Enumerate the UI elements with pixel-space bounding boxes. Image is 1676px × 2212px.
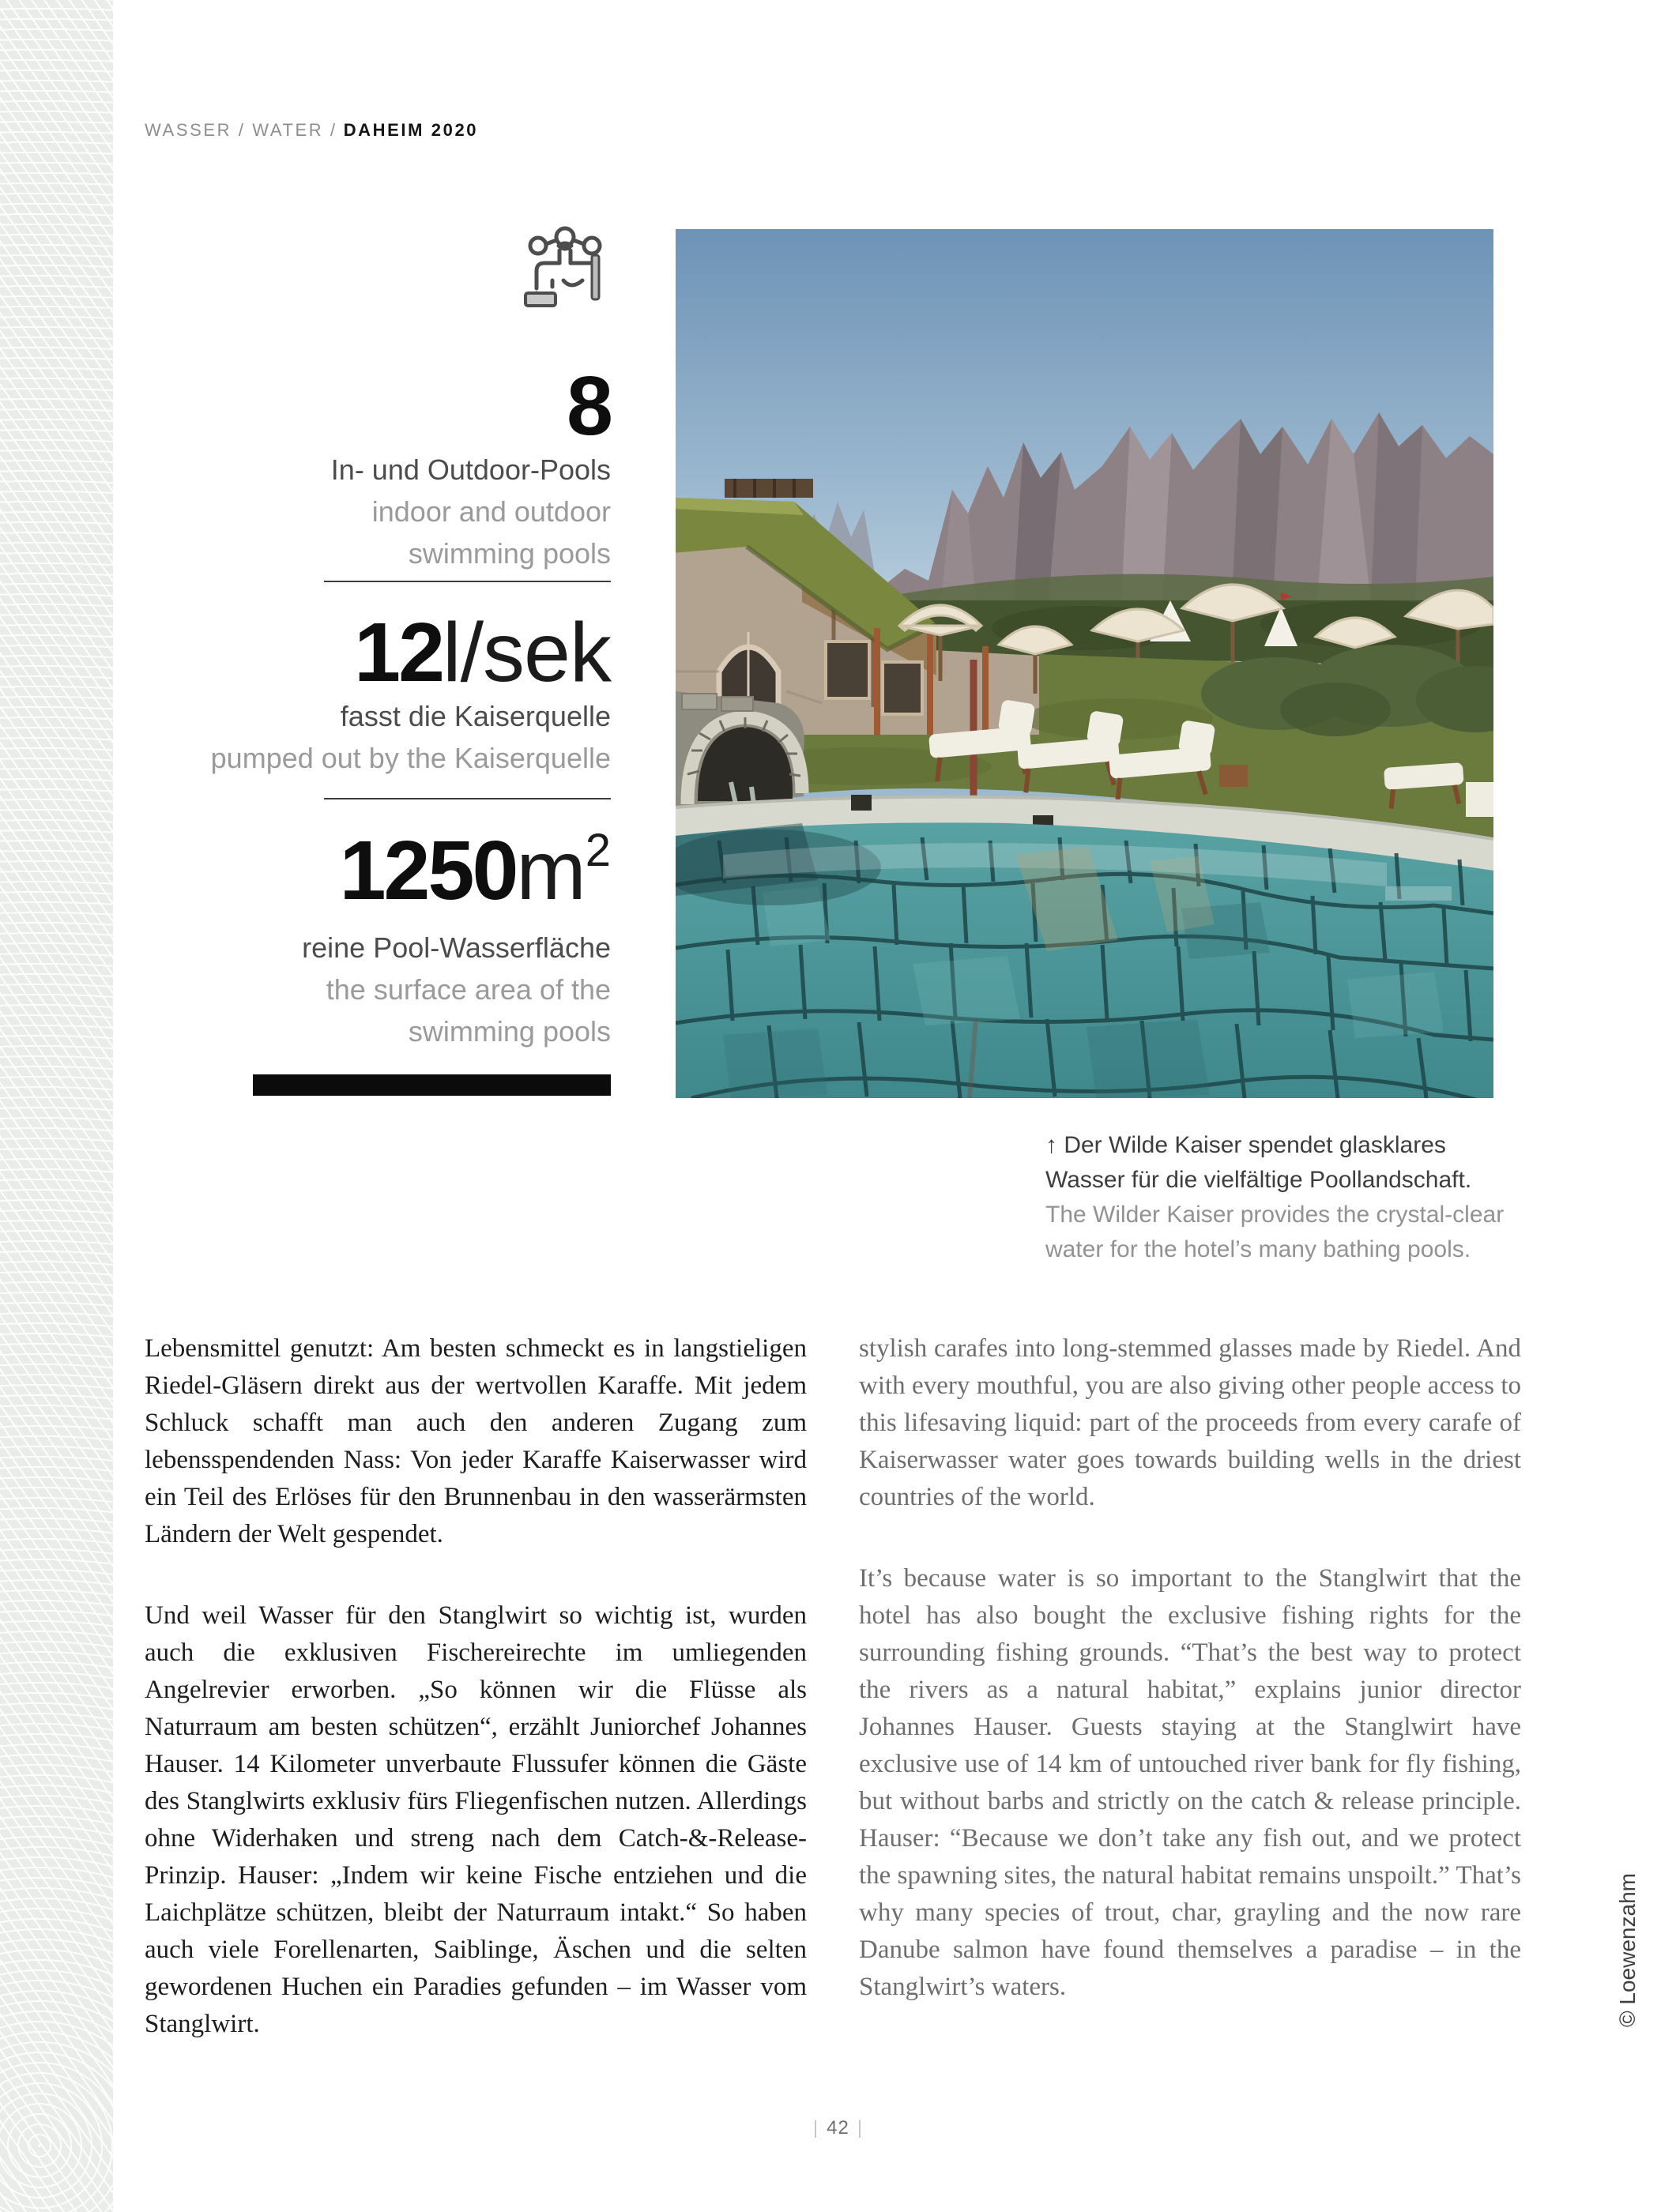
- stat-flow-label-de: fasst die Kaiserquelle: [340, 700, 611, 732]
- paragraph-en-1: stylish carafes into long-stemmed glasses made by Riedel. And with every mouthful, you are also giving other people access to this lifesaving liquid: part of the proceeds from every carafe of Kaiserwasser water goes towards building wells in the driest countries of the world.: [859, 1334, 1521, 1511]
- paragraph-de-1: Lebensmittel genutzt: Am besten schmeckt es in langstieligen Riedel-Gläsern direkt aus der wertvollen Karaffe. Mit jedem Schluck schafft man auch den anderen Zugang zum lebensspendenden Nass: Von jeder Karaffe Kaiserwasser wird ein Teil des Erlöses für den Brunnenbau in den wasserärmsten Ländern der Welt gespendet.: [145, 1334, 807, 1548]
- stat-area-label-en: swimming pools: [408, 1015, 611, 1048]
- stat-area-value: $1250m^2$: [339, 824, 611, 917]
- pool-water: [676, 822, 1493, 1098]
- stat-pools-label-de: In- und Outdoor-Pools: [330, 453, 611, 486]
- pool-photo: [676, 229, 1493, 1098]
- decorative-contour-strip: [0, 0, 113, 2212]
- faucet-icon: [516, 225, 612, 315]
- page-number: 42: [827, 2117, 849, 2139]
- caption-de-line: Wasser für die vielfältige Poollandschaft.: [1045, 1167, 1472, 1193]
- caption-en-line: The Wilder Kaiser provides the crystal-clear: [1045, 1202, 1505, 1228]
- stat-flow-label-en: pumped out by the Kaiserquelle: [210, 742, 611, 774]
- stat-area-label-en: the surface area of the: [326, 973, 611, 1006]
- stat-divider: [324, 581, 611, 582]
- page-footer: [0, 2117, 1676, 2139]
- stats-end-bar: [253, 1074, 611, 1096]
- article-text-german: [145, 1330, 807, 2087]
- section-label: WASSER / WATER /: [145, 120, 337, 140]
- stat-pools-label-en: indoor and outdoor: [371, 495, 611, 528]
- stat-pools: [121, 359, 611, 574]
- caption-de-line: ↑ Der Wilde Kaiser spendet glasklares: [1045, 1132, 1446, 1158]
- photo-caption: [1045, 1128, 1504, 1267]
- page-header: [145, 120, 478, 141]
- paragraph-de-2: Und weil Wasser für den Stanglwirt so wichtig ist, wurden auch die exklusiven Fischereirechte im umliegenden Angelrevier erworben. „So können wir die Flüsse als Naturraum am besten schützen“, erzählt Juniorchef Johannes Hauser. 14 Kilometer unverbaute Flussufer können die Gäste des Stanglwirts exklusiv fürs Fliegenfischen nutzen. Allerdings ohne Widerhaken und streng nach dem Catch-&-Release-Prinzip. Hauser: „Indem wir keine Fische entziehen und die Laichplätze schützen, bleibt der Naturraum intakt.“ So haben auch viele Forellenarten, Saiblinge, Äschen und die selten gewordenen Huchen ein Paradies gefunden – im Wasser vom Stanglwirt.: [145, 1601, 807, 2038]
- stat-pools-label-en: swimming pools: [408, 537, 611, 570]
- caption-en-line: water for the hotel’s many bathing pools.: [1045, 1236, 1471, 1262]
- stat-pools-value: 8: [567, 359, 611, 453]
- article-text-english: [859, 1330, 1521, 2050]
- stat-area-label-de: reine Pool-Wasserfläche: [302, 931, 611, 964]
- stat-flow-value: 12l/sek: [354, 606, 611, 699]
- edition-label: DAHEIM 2020: [343, 120, 479, 140]
- page-number-bar: |: [857, 2117, 864, 2139]
- stat-flow: [121, 606, 611, 779]
- stat-divider: [324, 798, 611, 799]
- page-number-bar: |: [812, 2117, 819, 2139]
- photo-credit-vertical: © Loewenzahm: [1615, 1873, 1640, 2027]
- stat-area: [121, 824, 611, 1052]
- paragraph-en-2: It’s because water is so important to the Stanglwirt that the hotel has also bought the exclusive fishing rights for the surrounding fishing grounds. “That’s the best way to protect the rivers as a natural habitat,” explains junior director Johannes Hauser. Guests staying at the Stanglwirt have exclusive use of 14 km of untouched river bank for fly fishing, but without barbs and strictly on the catch & release principle. Hauser: “Because we don’t take any fish out, and we protect the spawning sites, the natural habitat remains unspoilt.” That’s why many species of trout, char, grayling and the now rare Danube salmon have found themselves a paradise – in the Stanglwirt’s waters.: [859, 1564, 1521, 2001]
- pool-photo-illustration: [676, 229, 1493, 1098]
